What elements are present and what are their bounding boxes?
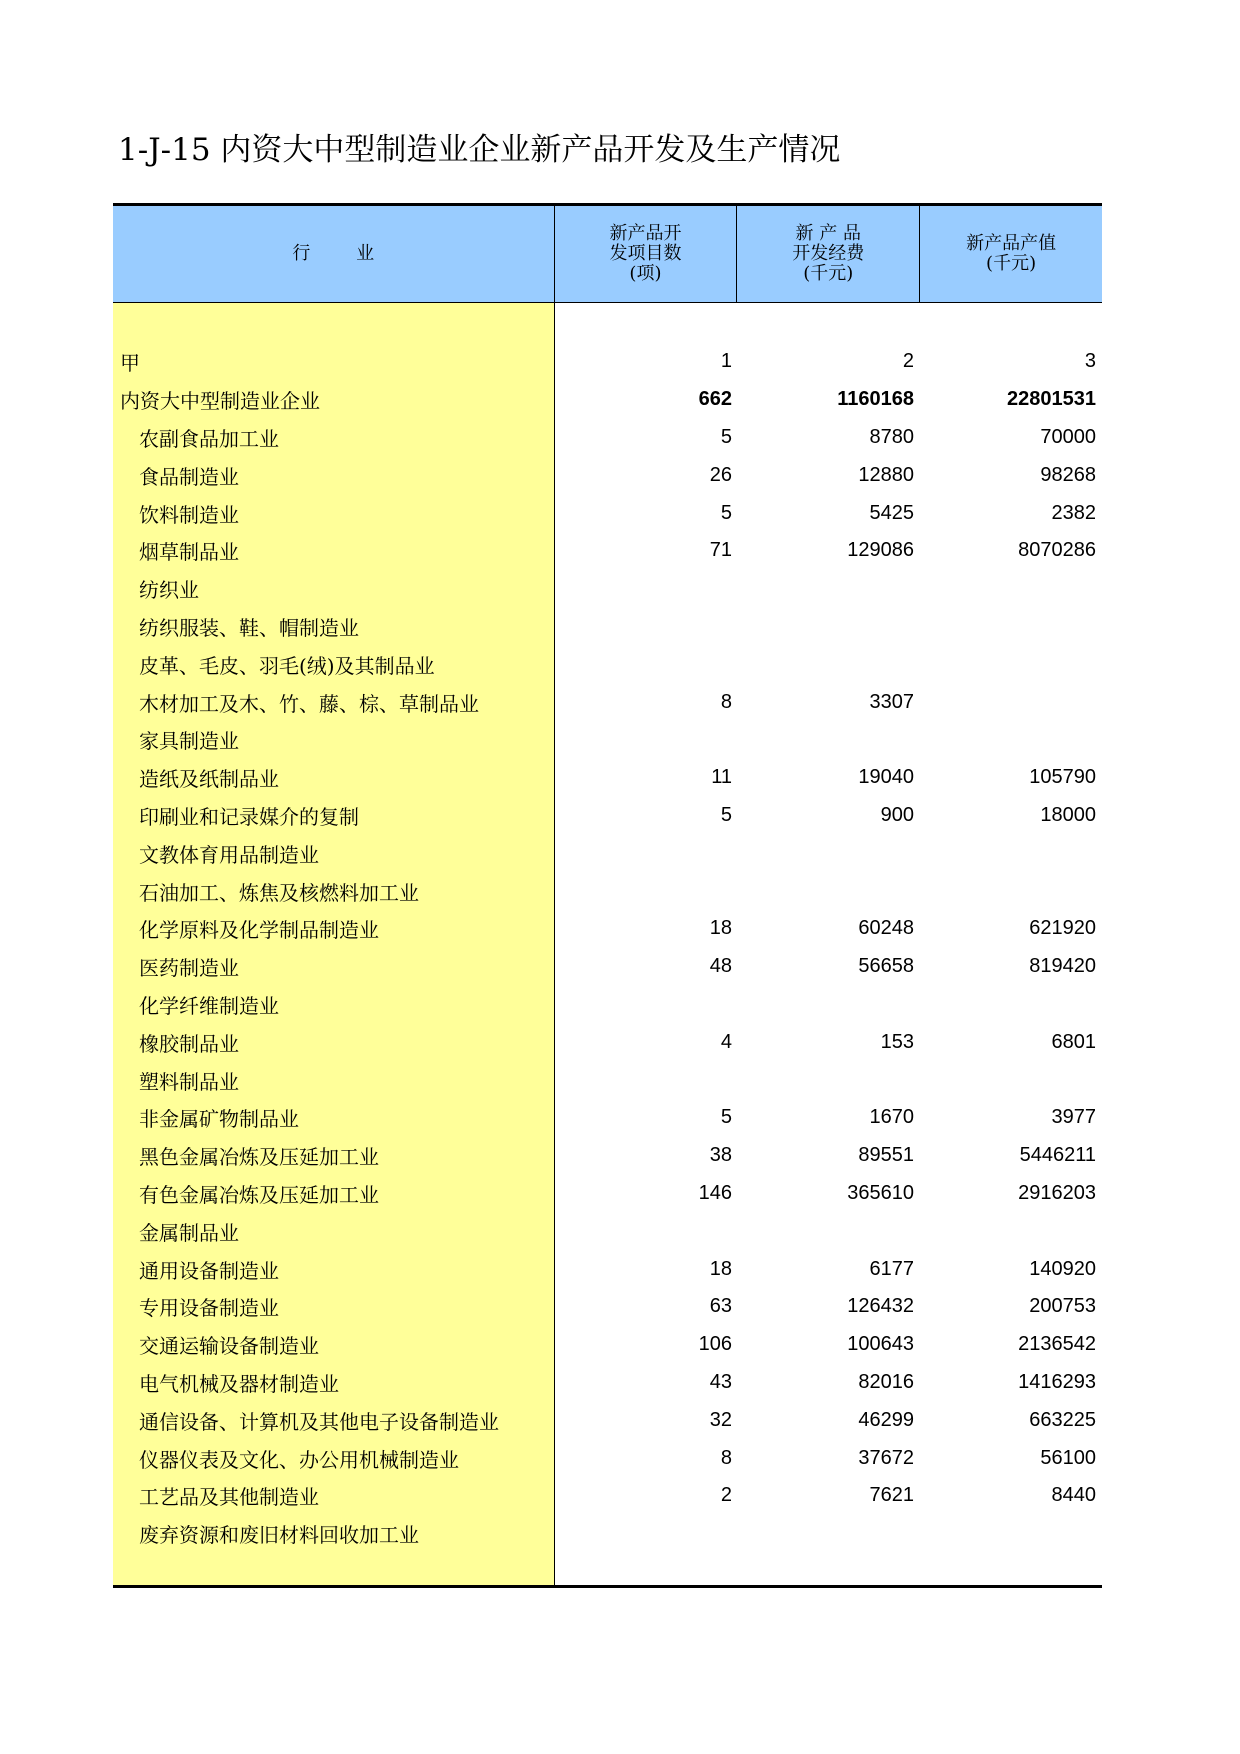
table-row <box>113 1364 1102 1402</box>
table-row <box>113 1175 1102 1213</box>
value-cell: 32 <box>709 1408 732 1431</box>
table-body <box>113 303 1102 1585</box>
industry-name: 木材加工及木、竹、藤、棕、草制品业 <box>139 691 479 716</box>
value-cell: 56658 <box>858 955 914 978</box>
value-cell: 70000 <box>1040 425 1096 448</box>
table-row <box>113 910 1102 948</box>
value-cell: 6801 <box>1051 1030 1096 1053</box>
table-row <box>113 1439 1102 1477</box>
bottom-rule <box>113 1585 1102 1588</box>
value-cell: 89551 <box>858 1144 914 1167</box>
page-title: 1-J-15 内资大中型制造业企业新产品开发及生产情况 <box>118 132 841 168</box>
industry-name: 文教体育用品制造业 <box>139 842 319 867</box>
value-cell: 56100 <box>1040 1446 1096 1469</box>
value-cell: 5 <box>720 803 732 826</box>
header-industry: 行 业 <box>292 243 375 264</box>
industry-name: 饮料制造业 <box>139 502 239 527</box>
table-row <box>113 1061 1102 1099</box>
value-cell: 48 <box>709 955 732 978</box>
table-row <box>113 1288 1102 1326</box>
table-row <box>113 343 1102 381</box>
industry-name: 农副食品加工业 <box>139 426 279 451</box>
industry-name: 金属制品业 <box>139 1220 239 1245</box>
industry-name: 塑料制品业 <box>139 1069 239 1094</box>
value-cell: 6177 <box>869 1257 914 1280</box>
value-cell: 365610 <box>847 1181 914 1204</box>
value-cell: 106 <box>698 1333 732 1356</box>
header-line: 发项目数 <box>609 243 682 264</box>
value-cell: 3307 <box>869 690 914 713</box>
header-project-count <box>554 206 737 302</box>
value-cell: 621920 <box>1029 917 1096 940</box>
value-cell: 663225 <box>1029 1408 1096 1431</box>
value-cell: 100643 <box>847 1333 914 1356</box>
value-cell: 146 <box>698 1181 732 1204</box>
table-rows <box>113 343 1102 1553</box>
industry-name: 皮革、毛皮、羽毛(绒)及其制品业 <box>139 653 435 678</box>
industry-name: 纺织服装、鞋、帽制造业 <box>139 615 359 640</box>
table-row <box>113 645 1102 683</box>
table-row <box>113 872 1102 910</box>
statistics-table <box>113 203 1102 1588</box>
value-cell: 5425 <box>869 501 914 524</box>
value-cell: 46299 <box>858 1408 914 1431</box>
value-cell: 8 <box>720 690 732 713</box>
table-row <box>113 532 1102 570</box>
value-cell: 98268 <box>1040 463 1096 486</box>
table-row <box>113 1401 1102 1439</box>
value-cell: 1416293 <box>1018 1370 1096 1393</box>
header-line: 新产品产值 <box>966 233 1057 254</box>
value-cell: 2 <box>720 1484 732 1507</box>
table-row <box>113 1515 1102 1553</box>
value-cell: 60248 <box>858 917 914 940</box>
header-line: 新产品开 <box>609 223 682 244</box>
table-row <box>113 381 1102 419</box>
table-row <box>113 570 1102 608</box>
industry-name: 废弃资源和废旧材料回收加工业 <box>139 1523 419 1548</box>
industry-name: 电气机械及器材制造业 <box>139 1371 339 1396</box>
table-row <box>113 456 1102 494</box>
header-line: 开发经费 <box>792 243 865 264</box>
value-cell: 153 <box>880 1030 914 1053</box>
value-cell: 8440 <box>1051 1484 1096 1507</box>
industry-name: 非金属矿物制品业 <box>139 1107 299 1132</box>
value-cell: 2136542 <box>1018 1333 1096 1356</box>
industry-name: 石油加工、炼焦及核燃料加工业 <box>139 880 419 905</box>
value-cell: 129086 <box>847 539 914 562</box>
value-cell: 18000 <box>1040 803 1096 826</box>
value-cell: 3977 <box>1051 1106 1096 1129</box>
value-cell: 8070286 <box>1018 539 1096 562</box>
table-row <box>113 721 1102 759</box>
table-row <box>113 1250 1102 1288</box>
table-row <box>113 948 1102 986</box>
value-cell: 126432 <box>847 1295 914 1318</box>
industry-name: 专用设备制造业 <box>139 1296 279 1321</box>
value-cell: 63 <box>709 1295 732 1318</box>
table-row <box>113 1326 1102 1364</box>
industry-name: 黑色金属冶炼及压延加工业 <box>139 1145 379 1170</box>
header-dev-expense <box>736 206 919 302</box>
table-header <box>113 206 1102 303</box>
value-cell: 8780 <box>869 425 914 448</box>
table-row <box>113 797 1102 835</box>
value-cell: 2916203 <box>1018 1181 1096 1204</box>
table-row <box>113 683 1102 721</box>
value-cell: 38 <box>709 1144 732 1167</box>
value-cell: 5446211 <box>1019 1144 1096 1167</box>
industry-name: 造纸及纸制品业 <box>139 767 279 792</box>
header-output-value <box>919 206 1102 302</box>
value-cell: 11 <box>711 766 732 789</box>
value-cell: 7621 <box>869 1484 914 1507</box>
value-cell: 5 <box>720 1106 732 1129</box>
industry-name: 食品制造业 <box>139 464 239 489</box>
table-row <box>113 494 1102 532</box>
value-cell: 18 <box>709 917 732 940</box>
value-cell: 3 <box>1084 350 1096 373</box>
industry-name: 纺织业 <box>139 578 199 603</box>
value-cell: 22801531 <box>1007 388 1096 411</box>
industry-name: 烟草制品业 <box>139 540 239 565</box>
value-cell: 900 <box>880 803 914 826</box>
table-row <box>113 834 1102 872</box>
value-cell: 5 <box>720 501 732 524</box>
industry-name: 印刷业和记录媒介的复制 <box>139 804 359 829</box>
industry-name: 有色金属冶炼及压延加工业 <box>139 1182 379 1207</box>
table-row <box>113 1099 1102 1137</box>
industry-name: 通信设备、计算机及其他电子设备制造业 <box>139 1409 499 1434</box>
header-line: (项) <box>629 263 662 284</box>
value-cell: 12880 <box>858 463 914 486</box>
industry-name: 家具制造业 <box>139 729 239 754</box>
industry-name: 化学原料及化学制品制造业 <box>139 918 379 943</box>
industry-name: 内资大中型制造业企业 <box>120 389 320 414</box>
industry-name: 医药制造业 <box>139 956 239 981</box>
table-row <box>113 1477 1102 1515</box>
industry-name: 仪器仪表及文化、办公用机械制造业 <box>139 1447 459 1472</box>
table-row <box>113 986 1102 1024</box>
value-cell: 1670 <box>869 1106 914 1129</box>
table-row <box>113 1137 1102 1175</box>
value-cell: 43 <box>709 1370 732 1393</box>
header-line: (千元) <box>803 263 854 284</box>
table-row <box>113 1023 1102 1061</box>
value-cell: 1 <box>720 350 732 373</box>
value-cell: 2382 <box>1051 501 1096 524</box>
header-line: 新 产 品 <box>795 223 861 244</box>
industry-name: 通用设备制造业 <box>139 1258 279 1283</box>
industry-name: 橡胶制品业 <box>139 1031 239 1056</box>
value-cell: 140920 <box>1029 1257 1096 1280</box>
table-row <box>113 608 1102 646</box>
value-cell: 82016 <box>858 1370 914 1393</box>
value-cell: 662 <box>698 388 732 411</box>
value-cell: 1160168 <box>837 388 914 411</box>
table-row <box>113 759 1102 797</box>
industry-name: 工艺品及其他制造业 <box>139 1485 319 1510</box>
value-cell: 37672 <box>858 1446 914 1469</box>
industry-name: 甲 <box>120 351 140 376</box>
table-row <box>113 1212 1102 1250</box>
value-cell: 19040 <box>858 766 914 789</box>
industry-name: 交通运输设备制造业 <box>139 1334 319 1359</box>
header-line: (千元) <box>986 253 1037 274</box>
value-cell: 26 <box>709 463 732 486</box>
value-cell: 105790 <box>1029 766 1096 789</box>
value-cell: 200753 <box>1029 1295 1096 1318</box>
value-cell: 5 <box>720 425 732 448</box>
value-cell: 2 <box>902 350 914 373</box>
value-cell: 4 <box>720 1030 732 1053</box>
value-cell: 8 <box>720 1446 732 1469</box>
value-cell: 18 <box>709 1257 732 1280</box>
table-row <box>113 419 1102 457</box>
industry-name: 化学纤维制造业 <box>139 993 279 1018</box>
value-cell: 819420 <box>1029 955 1096 978</box>
value-cell: 71 <box>709 539 732 562</box>
